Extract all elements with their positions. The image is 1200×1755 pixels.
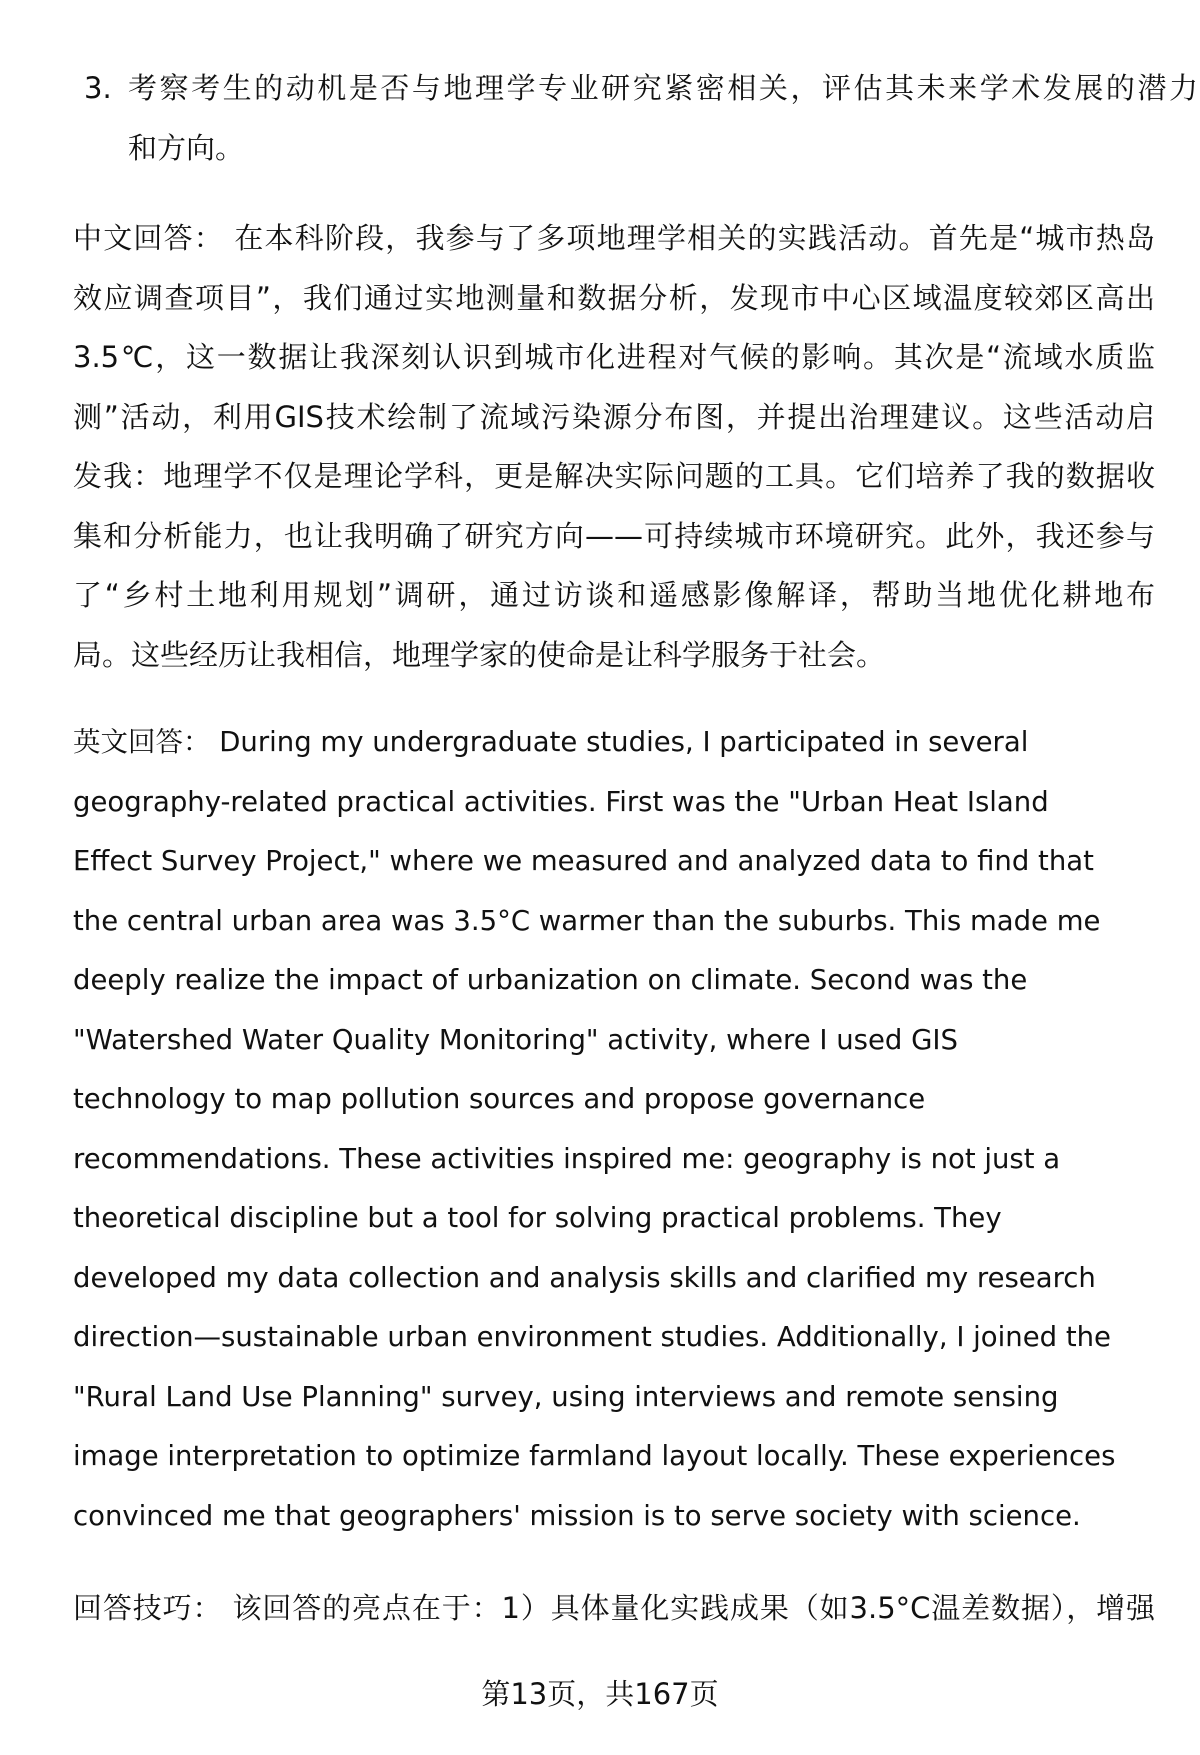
chinese-answer-line: 3.5℃，这一数据让我深刻认识到城市化进程对气候的影响。其次是“流域水质监 — [73, 340, 1155, 374]
question-line: 考察考生的动机是否与地理学专业研究紧密相关，评估其未来学术发展的潜力 — [128, 71, 1198, 105]
chinese-answer-line: 局。这些经历让我相信，地理学家的使命是让科学服务于社会。 — [73, 637, 886, 672]
english-answer-line: technology to map pollution sources and propose governance — [73, 1083, 926, 1115]
english-answer-line: direction—sustainable urban environment studies. Additionally, I joined the — [73, 1321, 1111, 1353]
english-answer-line: 英文回答： During my undergraduate studies, I participated in several — [73, 726, 1029, 758]
english-answer — [73, 713, 1155, 1546]
english-answer-line: deeply realize the impact of urbanization on climate. Second was the — [73, 964, 1028, 996]
chinese-answer — [73, 209, 1155, 685]
page-number: 第13页，共167页 — [481, 1677, 719, 1711]
english-answer-line: convinced me that geographers' mission is to serve society with science. — [73, 1499, 1081, 1532]
question-number: 3. — [84, 71, 112, 105]
chinese-answer-line: 测”活动，利用GIS技术绘制了流域污染源分布图，并提出治理建议。这些活动启 — [73, 399, 1155, 434]
chinese-answer-line: 中文回答： 在本科阶段，我参与了多项地理学相关的实践活动。首先是“城市热岛 — [73, 221, 1155, 255]
answer-tips-line: 回答技巧： 该回答的亮点在于：1）具体量化实践成果（如3.5°C温差数据），增强 — [73, 1591, 1155, 1625]
chinese-answer-line: 效应调查项目”，我们通过实地测量和数据分析，发现市中心区域温度较郊区高出 — [73, 280, 1155, 315]
english-answer-line: geography-related practical activities. First was the "Urban Heat Island — [73, 785, 1049, 818]
chinese-answer-line: 了“乡村土地利用规划”调研，通过访谈和遥感影像解译，帮助当地优化耕地布 — [73, 578, 1155, 612]
english-answer-line: "Rural Land Use Planning" survey, using interviews and remote sensing — [73, 1380, 1059, 1413]
english-answer-line: theoretical discipline but a tool for solving practical problems. They — [73, 1202, 1002, 1234]
english-answer-line: "Watershed Water Quality Monitoring" activity, where I used GIS — [73, 1023, 958, 1056]
answer-tips — [73, 1579, 1155, 1639]
english-answer-line: developed my data collection and analysis skills and clarified my research — [73, 1261, 1096, 1294]
english-answer-line: image interpretation to optimize farmland layout locally. These experiences — [73, 1440, 1116, 1472]
english-answer-line: Effect Survey Project," where we measured and analyzed data to find that — [73, 845, 1094, 877]
english-answer-line: the central urban area was 3.5°C warmer than the suburbs. This made me — [73, 904, 1101, 937]
english-answer-line: recommendations. These activities inspired me: geography is not just a — [73, 1142, 1061, 1175]
chinese-answer-line: 发我：地理学不仅是理论学科，更是解决实际问题的工具。它们培养了我的数据收 — [73, 459, 1155, 493]
chinese-answer-line: 集和分析能力，也让我明确了研究方向——可持续城市环境研究。此外，我还参与 — [73, 518, 1155, 553]
question-line: 和方向。 — [128, 130, 245, 165]
